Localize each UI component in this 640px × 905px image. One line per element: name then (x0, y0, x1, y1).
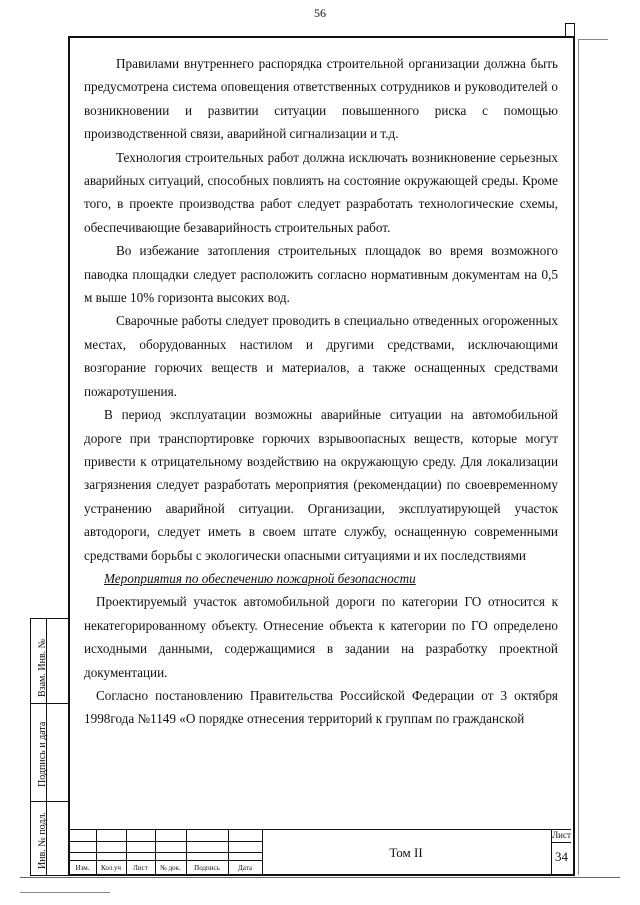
stamp-divider (31, 703, 68, 704)
paragraph: Проектируемый участок автомобильной дороги по категории ГО относится к некатегорированному объекту. Отнесение объекта к категории по ГО определено исходными данными, содержащимися в задании на разработку проектной документации. (84, 594, 558, 680)
column-header-list: Лист (133, 864, 148, 872)
column-header-kol-uch: Кол.уч (101, 864, 121, 872)
stamp-column (30, 618, 68, 876)
paragraph: В период эксплуатации возможны аварийные ситуации на автомобильной дороге при транспортировке горючих взрывоопасных веществ, которые могут привести к отрицательному воздействию на окружающую среду. Для локализации загрязнения следует разработать мероприятия (рекомендации) по своевременному устранению аварийной ситуации. Организации, эксплуатирующей участок автодороги, следует иметь в своем штате службу, оснащенную современными средствами борьбы с экологически опасными ситуациями и их последствиями (84, 407, 558, 563)
paragraph: Во избежание затопления строительных площадок во время возможного паводка площадки следует расположить согласно нормативным документам на 0,5 м выше 10% горизонта высоких вод. (84, 243, 558, 306)
title-block-row (68, 841, 262, 842)
title-block-row (551, 842, 571, 843)
stamp-label-inv: Инв. № подл. (37, 812, 48, 869)
bottom-margin-line (20, 877, 620, 878)
stamp-label-vzam: Взам. Инв. № (37, 638, 48, 697)
volume-label: Том II (389, 845, 423, 860)
paragraph: Согласно постановлению Правительства Российской Федерации от 3 октября 1998года №1149 «О порядке отнесения территорий к группам по гражданской (84, 687, 558, 727)
column-header-doc-number: № док. (160, 864, 181, 872)
right-margin-line (578, 40, 579, 875)
stamp-label-podpis: Подпись и дата (37, 721, 48, 787)
stamp-divider (31, 801, 68, 802)
paragraph: Правилами внутреннего распорядка строительной организации должна быть предусмотрена система оповещения ответственных сотрудников и руководителей о возникновении и развитии ситуации повышенного риска с помощью производственной связи, аварийной сигнализации и т.д. (84, 56, 558, 142)
paragraph: Сварочные работы следует проводить в специально отведенных огороженных местах, оборудованных настилом и другими средствами, исключающими возгорание горючих веществ и материалов, а также оснащенных средствами пожаротушения. (84, 313, 558, 399)
title-block-row (68, 860, 262, 861)
sheet-label: Лист (552, 830, 571, 840)
column-header-date: Дата (238, 864, 252, 872)
column-header-signature: Подпись (194, 864, 220, 872)
corner-line (578, 39, 608, 40)
title-block-row (68, 852, 262, 853)
title-block-top (68, 829, 571, 830)
document-body (84, 52, 558, 731)
section-heading: Мероприятия по обеспечению пожарной безопасности (104, 570, 416, 586)
bottom-margin-line-short (20, 892, 110, 893)
page-number: 56 (314, 6, 326, 20)
column-header-izm: Изм. (75, 864, 90, 872)
paragraph: Технология строительных работ должна исключать возникновение серьезных аварийных ситуаций, способных повлиять на состояние окружающей среды. Кроме того, в проекте производства работ следует разработать технологические схемы, обеспечивающие безаварийность строительных работ. (84, 149, 558, 235)
sheet-number: 34 (555, 849, 568, 864)
